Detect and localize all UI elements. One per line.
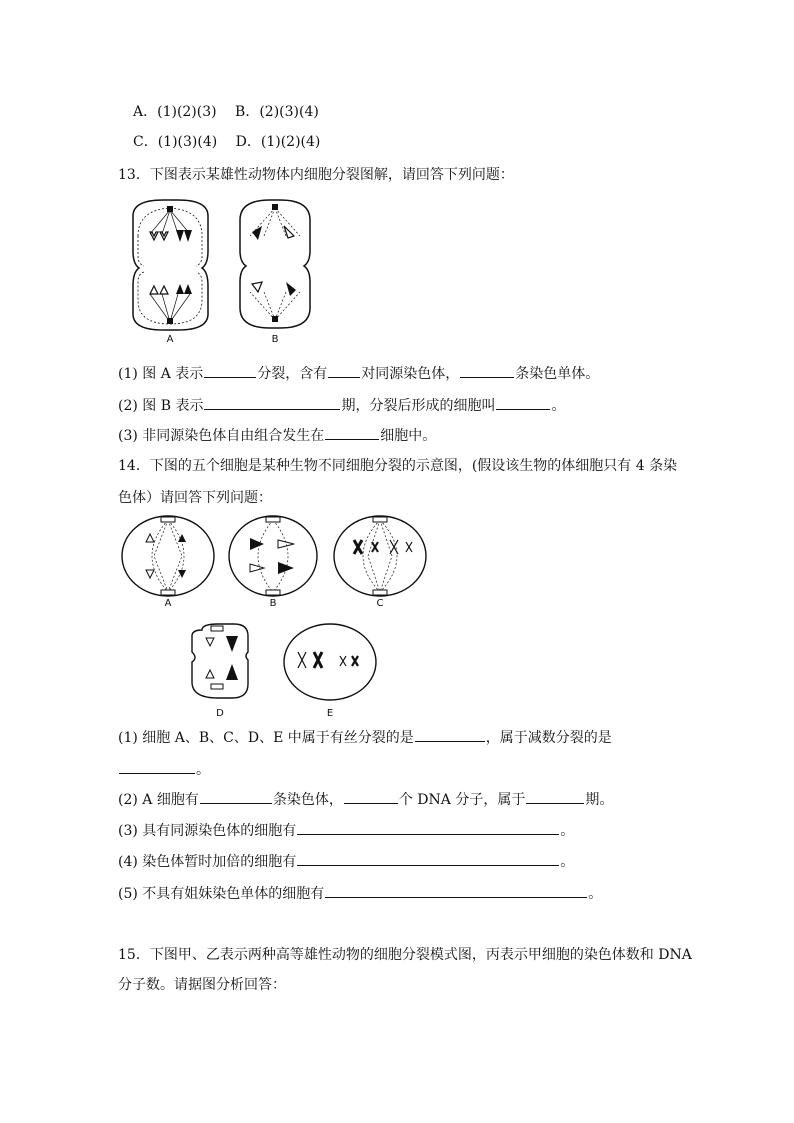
q15-stem-line1: 15．下图甲、乙表示两种高等雄性动物的细胞分裂模式图，丙表示甲细胞的染色体数和 DNA [118, 947, 692, 963]
q14-sub2 [118, 789, 613, 810]
q14-label-e: E [326, 708, 334, 719]
q13-label-b: B [271, 334, 279, 345]
q14-cell-d [192, 624, 248, 698]
q13-label-a: A [166, 334, 174, 345]
answer-blank[interactable] [526, 789, 584, 804]
answer-blank[interactable] [415, 727, 485, 742]
q14-sub4-text-b: 。 [560, 854, 575, 870]
q13-cell-figure [118, 196, 328, 346]
q14-sub1-text-a: (1) 细胞 A、B、C、D、E 中属于有丝分裂的是 [118, 730, 414, 746]
answer-blank[interactable] [204, 395, 340, 410]
q13-sub1-text-b: 分裂，含有 [257, 366, 328, 382]
answer-blank[interactable] [344, 789, 398, 804]
q14-sub3 [118, 820, 574, 841]
q13-cell-b [240, 200, 310, 328]
q13-sub2-text-a: (2) 图 B 表示 [118, 398, 204, 414]
q13-sub2-text-b: 期，分裂后形成的细胞叫 [341, 398, 496, 414]
q14-cell-b [229, 516, 317, 596]
q14-label-c: C [376, 598, 384, 609]
q13-cell-a [133, 200, 208, 330]
q14-sub1-text-c: 。 [196, 762, 210, 778]
q14-sub2-text-a: (2) A 细胞有 [118, 792, 199, 808]
q14-sub1-line2 [118, 759, 210, 780]
q13-stem: 13．下图表示某雄性动物体内细胞分裂图解，请回答下列问题： [118, 167, 514, 183]
q14-label-a: A [164, 598, 172, 609]
q14-label-b: B [269, 598, 277, 609]
q14-sub4 [118, 851, 574, 872]
q13-sub2 [118, 395, 565, 416]
q14-sub3-text-a: (3) 具有同源染色体的细胞有 [118, 823, 297, 839]
q14-cell-a [122, 516, 214, 596]
q13-sub2-text-c: 。 [551, 398, 566, 414]
answer-blank[interactable] [119, 759, 195, 774]
q14-sub2-text-b: 条染色体， [272, 792, 343, 808]
answer-blank[interactable] [297, 851, 559, 866]
q14-sub1-text-b: ，属于减数分裂的是 [485, 730, 612, 746]
q12-options-ab: A．(1)(2)(3) B．(2)(3)(4) [133, 104, 319, 120]
q13-cell-a-chromosomes [150, 230, 192, 294]
q14-cell-figure [118, 512, 438, 724]
q13-sub1-text-c: 对同源染色体， [361, 366, 460, 382]
q14-sub2-text-c: 个 DNA 分子，属于 [398, 792, 526, 808]
q14-stem-line1: 14．下图的五个细胞是某种生物不同细胞分裂的示意图，(假设该生物的体细胞只有 4 条染 [118, 458, 678, 474]
q14-sub3-text-b: 。 [560, 823, 575, 839]
answer-blank[interactable] [297, 820, 559, 835]
q13-sub3-text-b: 细胞中。 [380, 428, 437, 444]
q14-sub5-text-b: 。 [588, 886, 603, 902]
q14-sub5-text-a: (5) 不具有姐妹染色单体的细胞有 [118, 886, 325, 902]
q14-sub5 [118, 883, 602, 904]
q13-sub1-text-d: 条染色单体。 [515, 366, 600, 382]
answer-blank[interactable] [200, 789, 272, 804]
answer-blank[interactable] [325, 425, 379, 440]
q13-cell-a-spindle [150, 210, 190, 322]
q13-sub1-text-a: (1) 图 A 表示 [118, 366, 204, 382]
answer-blank[interactable] [328, 363, 360, 378]
q15-stem-line2: 分子数。请据图分析回答： [118, 977, 286, 993]
answer-blank[interactable] [460, 363, 514, 378]
q14-label-d: D [216, 708, 224, 719]
q12-options-cd: C．(1)(3)(4) D．(1)(2)(4) [133, 134, 321, 150]
q14-sub1-line1 [118, 727, 612, 748]
q14-stem-line2: 色体）请回答下列问题： [118, 490, 272, 506]
q14-sub2-text-d: 期。 [585, 792, 614, 808]
answer-blank[interactable] [325, 883, 587, 898]
q14-sub4-text-a: (4) 染色体暂时加倍的细胞有 [118, 854, 297, 870]
answer-blank[interactable] [496, 395, 550, 410]
q14-cell-c [334, 516, 426, 596]
answer-blank[interactable] [204, 363, 256, 378]
q13-sub1 [118, 363, 599, 384]
q13-sub3 [118, 425, 436, 446]
q13-sub3-text-a: (3) 非同源染色体自由组合发生在 [118, 428, 325, 444]
q14-cell-e [284, 624, 376, 700]
